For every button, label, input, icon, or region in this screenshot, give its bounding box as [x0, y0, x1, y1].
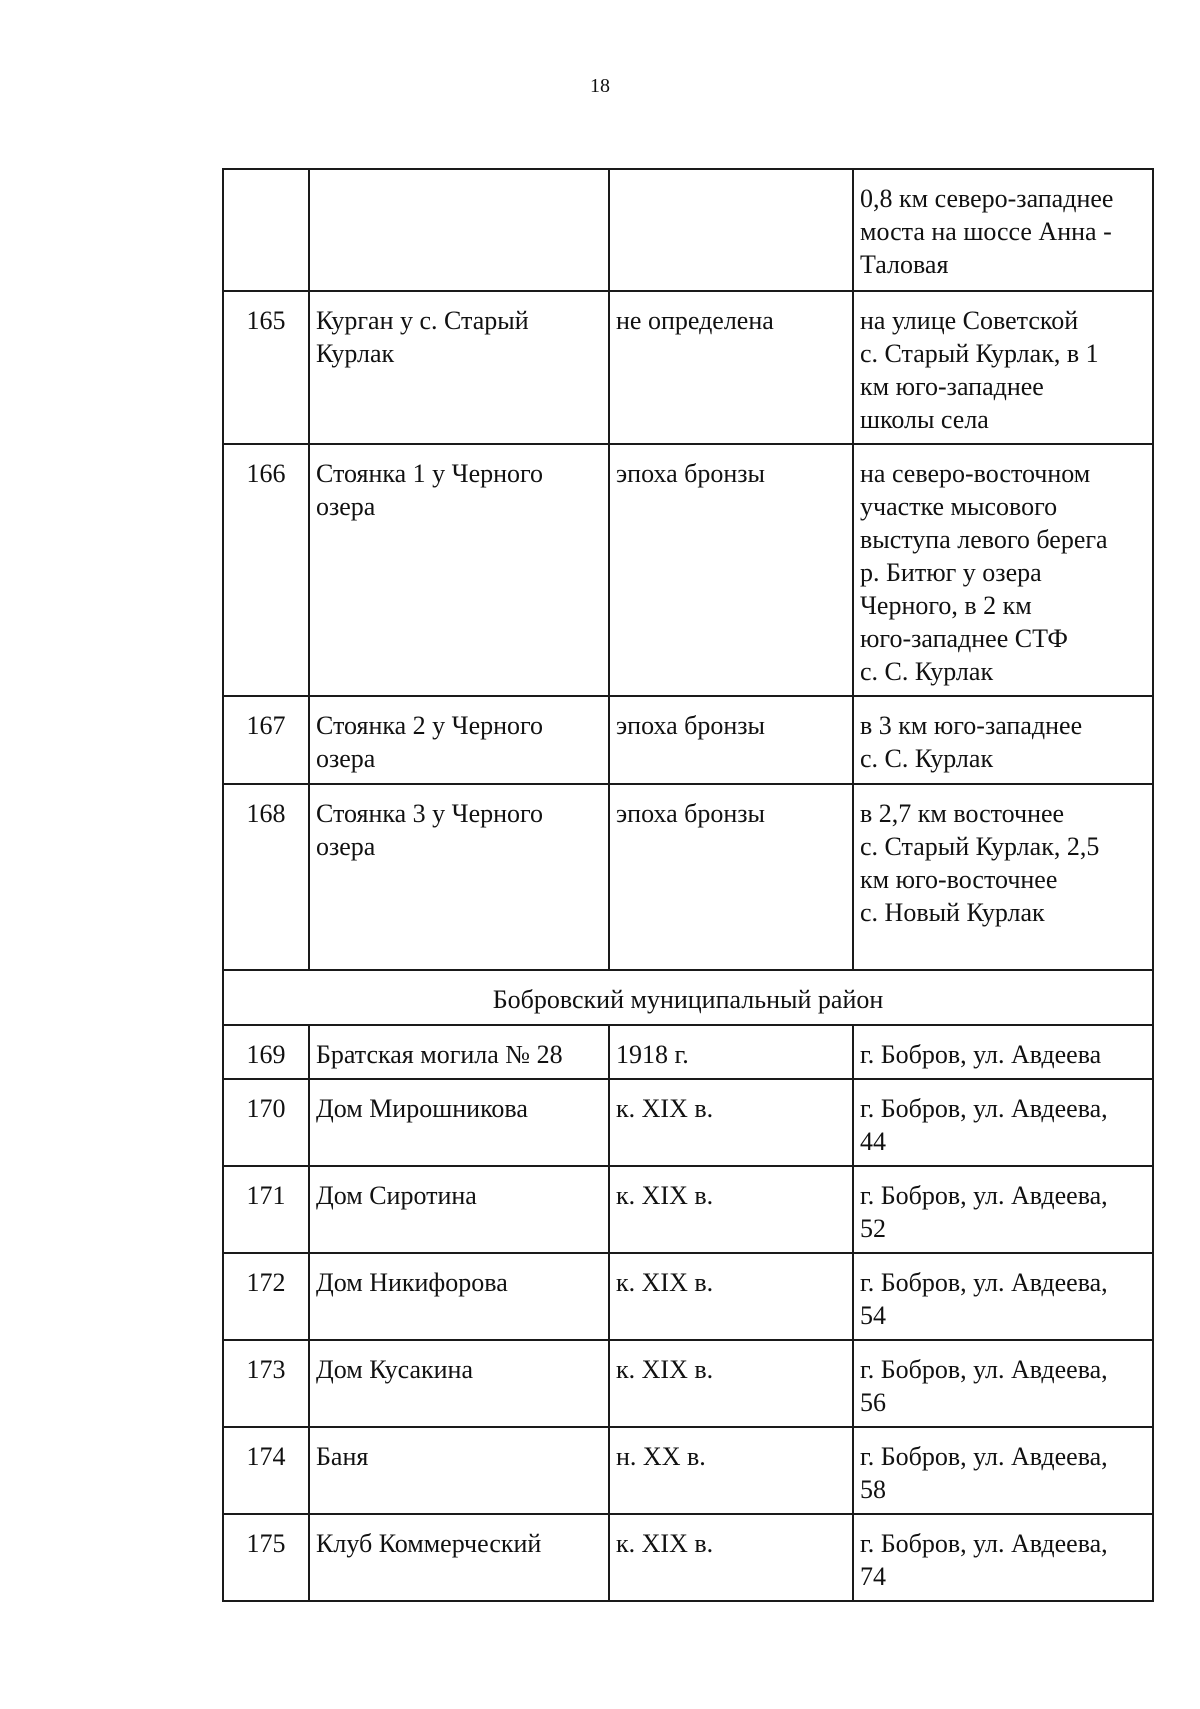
table-row [223, 1253, 1153, 1340]
object-dating [609, 169, 853, 291]
object-location: г. Бобров, ул. Авдеева [853, 1025, 1153, 1079]
table-row [223, 291, 1153, 444]
row-number [223, 169, 309, 291]
row-number: 170 [223, 1079, 309, 1166]
table-row [223, 784, 1153, 970]
row-number: 175 [223, 1514, 309, 1601]
object-name: Дом Никифорова [309, 1253, 609, 1340]
table-row [223, 1340, 1153, 1427]
row-number: 166 [223, 444, 309, 696]
object-name [309, 169, 609, 291]
object-location: г. Бобров, ул. Авдеева, 52 [853, 1166, 1153, 1253]
object-dating: к. XIX в. [609, 1079, 853, 1166]
object-location: в 2,7 км восточнее с. Старый Курлак, 2,5 км юго-восточнее с. Новый Курлак [853, 784, 1153, 970]
table-row [223, 1079, 1153, 1166]
object-name: Дом Сиротина [309, 1166, 609, 1253]
object-dating: эпоха бронзы [609, 444, 853, 696]
table-row [223, 1166, 1153, 1253]
object-dating: не определена [609, 291, 853, 444]
object-name: Стоянка 1 у Черного озера [309, 444, 609, 696]
object-name: Баня [309, 1427, 609, 1514]
object-dating: эпоха бронзы [609, 784, 853, 970]
object-dating: к. XIX в. [609, 1166, 853, 1253]
section-heading-row [223, 970, 1153, 1025]
object-location: г. Бобров, ул. Авдеева, 44 [853, 1079, 1153, 1166]
object-location: г. Бобров, ул. Авдеева, 54 [853, 1253, 1153, 1340]
row-number: 168 [223, 784, 309, 970]
row-number: 169 [223, 1025, 309, 1079]
table-row [223, 1025, 1153, 1079]
object-name: Клуб Коммерческий [309, 1514, 609, 1601]
object-location: на улице Советской с. Старый Курлак, в 1 км юго-западнее школы села [853, 291, 1153, 444]
object-dating: 1918 г. [609, 1025, 853, 1079]
object-name: Стоянка 2 у Черного озера [309, 696, 609, 784]
section-heading: Бобровский муниципальный район [223, 970, 1153, 1025]
row-number: 174 [223, 1427, 309, 1514]
row-number: 173 [223, 1340, 309, 1427]
object-dating: эпоха бронзы [609, 696, 853, 784]
table-row [223, 1514, 1153, 1601]
object-name: Курган у с. Старый Курлак [309, 291, 609, 444]
object-dating: к. XIX в. [609, 1340, 853, 1427]
object-location: в 3 км юго-западнее с. С. Курлак [853, 696, 1153, 784]
object-location: 0,8 км северо-западнее моста на шоссе Анна - Таловая [853, 169, 1153, 291]
object-dating: н. XX в. [609, 1427, 853, 1514]
heritage-registry-table [222, 168, 1154, 1602]
row-number: 172 [223, 1253, 309, 1340]
table-row [223, 696, 1153, 784]
object-name: Дом Мирошникова [309, 1079, 609, 1166]
object-location: г. Бобров, ул. Авдеева, 58 [853, 1427, 1153, 1514]
object-name: Дом Кусакина [309, 1340, 609, 1427]
object-name: Стоянка 3 у Черного озера [309, 784, 609, 970]
object-location: на северо-восточном участке мысового выступа левого берега р. Битюг у озера Черного, в 2 км юго-западнее СТФ с. С. Курлак [853, 444, 1153, 696]
page-number: 18 [590, 75, 610, 97]
row-number: 167 [223, 696, 309, 784]
table-row [223, 444, 1153, 696]
table-row [223, 169, 1153, 291]
object-location: г. Бобров, ул. Авдеева, 56 [853, 1340, 1153, 1427]
row-number: 171 [223, 1166, 309, 1253]
object-name: Братская могила № 28 [309, 1025, 609, 1079]
table-row [223, 1427, 1153, 1514]
object-dating: к. XIX в. [609, 1253, 853, 1340]
row-number: 165 [223, 291, 309, 444]
object-location: г. Бобров, ул. Авдеева, 74 [853, 1514, 1153, 1601]
object-dating: к. XIX в. [609, 1514, 853, 1601]
